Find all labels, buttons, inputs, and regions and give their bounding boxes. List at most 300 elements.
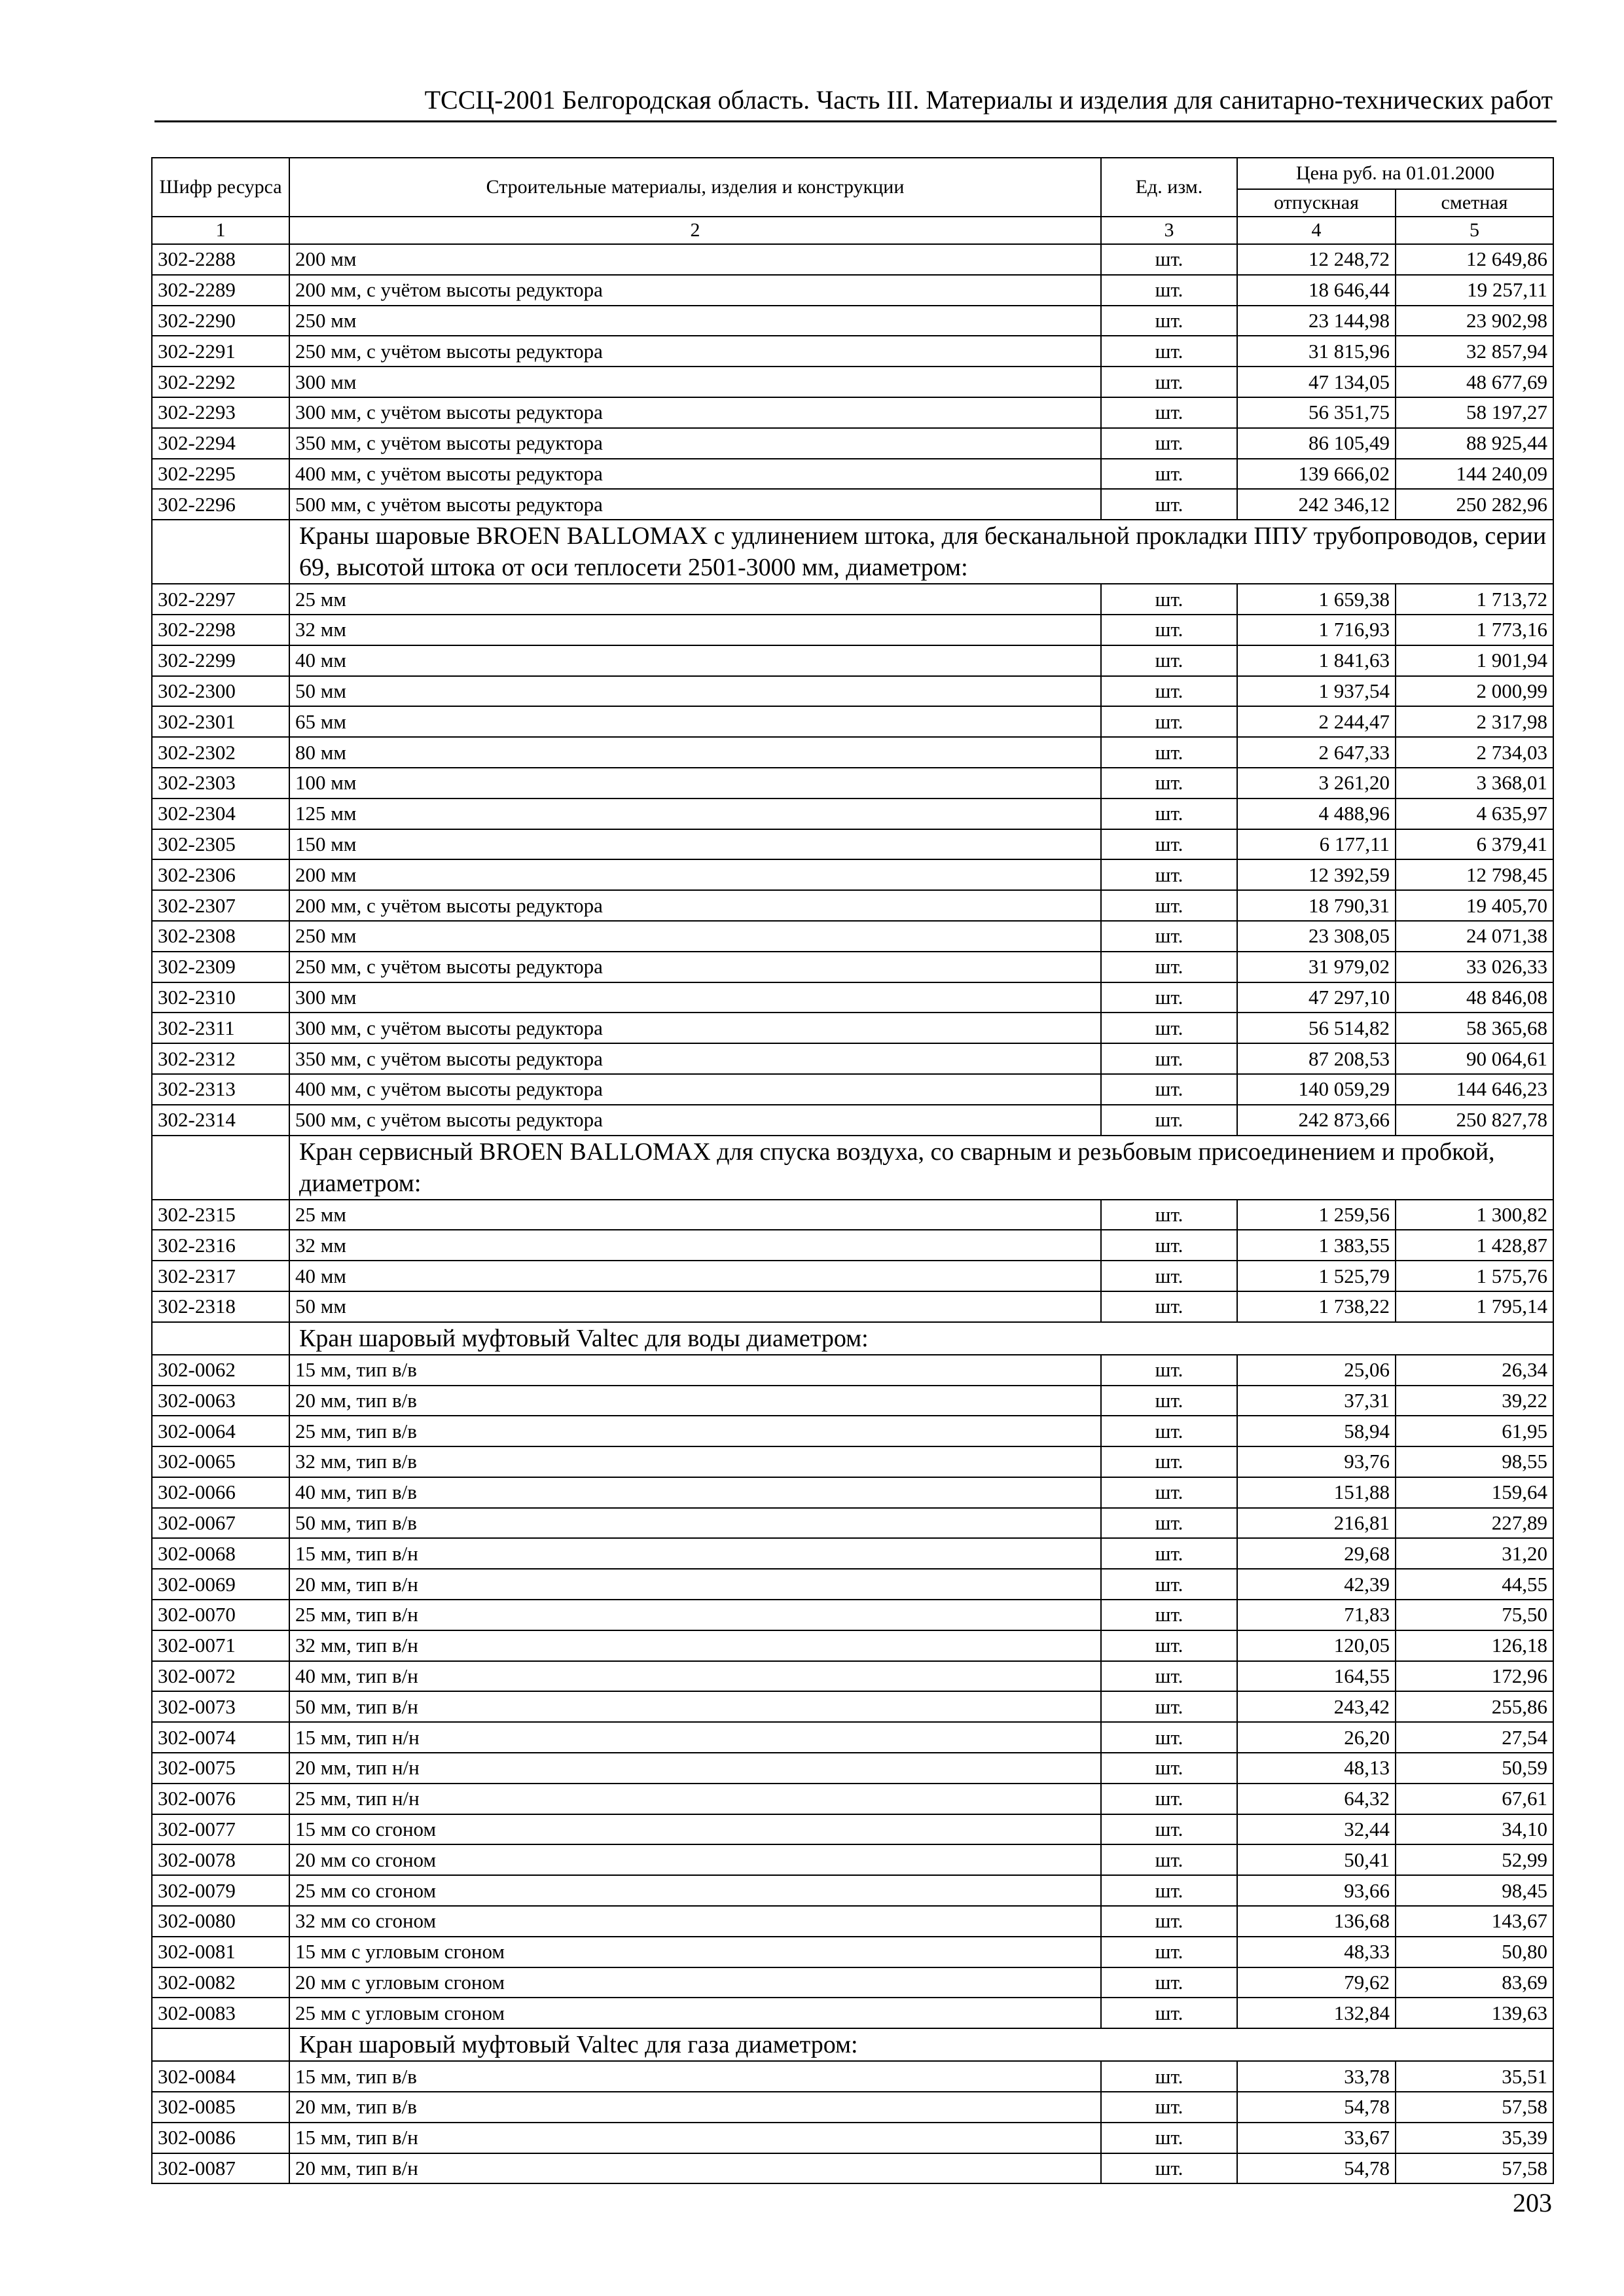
table-row [152, 859, 1553, 890]
material-name-cell: 50 мм, тип в/н [289, 1691, 1101, 1722]
material-name-cell: 150 мм [289, 829, 1101, 860]
group-header-title: Кран шаровый муфтовый Valtec для газа диаметром: [289, 2028, 1553, 2061]
resource-code-cell: 302-0087 [152, 2153, 289, 2184]
material-name-cell: 300 мм [289, 982, 1101, 1013]
estimate-price-cell: 1 713,72 [1396, 584, 1553, 615]
release-price-cell: 93,66 [1237, 1875, 1396, 1906]
resource-code-cell: 302-0068 [152, 1538, 289, 1569]
estimate-price-cell: 6 379,41 [1396, 829, 1553, 860]
estimate-price-cell: 2 734,03 [1396, 737, 1553, 768]
group-header-row [152, 2028, 1553, 2061]
group-header-title: Кран шаровый муфтовый Valtec для воды диаметром: [289, 1322, 1553, 1355]
resource-code-cell: 302-0069 [152, 1569, 289, 1600]
table-row [152, 367, 1553, 397]
unit-cell: шт. [1101, 1937, 1237, 1967]
material-name-cell: 20 мм со сгоном [289, 1844, 1101, 1875]
release-price-cell: 50,41 [1237, 1844, 1396, 1875]
unit-cell: шт. [1101, 1722, 1237, 1753]
table-row [152, 1200, 1553, 1230]
material-name-cell: 400 мм, с учётом высоты редуктора [289, 1074, 1101, 1105]
unit-cell: шт. [1101, 1998, 1237, 2028]
material-name-cell: 300 мм, с учётом высоты редуктора [289, 397, 1101, 428]
resource-code-cell: 302-2305 [152, 829, 289, 860]
estimate-price-cell: 57,58 [1396, 2092, 1553, 2123]
resource-code-cell: 302-2315 [152, 1200, 289, 1230]
estimate-price-cell: 12 649,86 [1396, 244, 1553, 275]
estimate-price-cell: 27,54 [1396, 1722, 1553, 1753]
estimate-price-cell: 52,99 [1396, 1844, 1553, 1875]
resource-code-cell: 302-0083 [152, 1998, 289, 2028]
table-row [152, 1261, 1553, 1291]
unit-cell: шт. [1101, 1416, 1237, 1446]
release-price-cell: 37,31 [1237, 1386, 1396, 1416]
table-row [152, 890, 1553, 921]
table-row [152, 1013, 1553, 1043]
estimate-price-cell: 1 575,76 [1396, 1261, 1553, 1291]
estimate-price-cell: 57,58 [1396, 2153, 1553, 2184]
material-name-cell: 15 мм, тип в/в [289, 2061, 1101, 2092]
unit-cell: шт. [1101, 982, 1237, 1013]
release-price-cell: 48,33 [1237, 1937, 1396, 1967]
material-name-cell: 250 мм [289, 921, 1101, 952]
col-header-price: Цена руб. на 01.01.2000 [1237, 158, 1553, 189]
release-price-cell: 243,42 [1237, 1691, 1396, 1722]
resource-code-cell: 302-2289 [152, 275, 289, 306]
material-name-cell: 20 мм, тип н/н [289, 1753, 1101, 1784]
release-price-cell: 1 841,63 [1237, 645, 1396, 676]
release-price-cell: 242 873,66 [1237, 1105, 1396, 1136]
unit-cell: шт. [1101, 1875, 1237, 1906]
resource-code-cell: 302-0062 [152, 1355, 289, 1386]
unit-cell: шт. [1101, 1691, 1237, 1722]
release-price-cell: 26,20 [1237, 1722, 1396, 1753]
resource-code-cell: 302-2297 [152, 584, 289, 615]
estimate-price-cell: 250 282,96 [1396, 489, 1553, 520]
release-price-cell: 1 525,79 [1237, 1261, 1396, 1291]
unit-cell: шт. [1101, 768, 1237, 798]
unit-cell: шт. [1101, 921, 1237, 952]
estimate-price-cell: 2 000,99 [1396, 676, 1553, 707]
estimate-price-cell: 33 026,33 [1396, 952, 1553, 982]
material-name-cell: 20 мм, тип в/н [289, 1569, 1101, 1600]
estimate-price-cell: 50,59 [1396, 1753, 1553, 1784]
estimate-price-cell: 50,80 [1396, 1937, 1553, 1967]
col-number-5: 5 [1396, 217, 1553, 244]
unit-cell: шт. [1101, 397, 1237, 428]
unit-cell: шт. [1101, 244, 1237, 275]
unit-cell: шт. [1101, 1844, 1237, 1875]
table-row [152, 1753, 1553, 1784]
group-header-code-cell [152, 520, 289, 584]
group-header-code-cell [152, 2028, 289, 2061]
release-price-cell: 2 244,47 [1237, 706, 1396, 737]
unit-cell: шт. [1101, 1600, 1237, 1630]
material-name-cell: 20 мм, тип в/в [289, 1386, 1101, 1416]
material-name-cell: 15 мм со сгоном [289, 1814, 1101, 1845]
material-name-cell: 20 мм, тип в/в [289, 2092, 1101, 2123]
estimate-price-cell: 255,86 [1396, 1691, 1553, 1722]
group-header-title: Краны шаровые BROEN BALLOMAX с удлинением штока, для бесканальной прокладки ППУ трубопроводов, серии 69, высотой штока от оси теплосети 2501-3000 мм, диаметром: [289, 520, 1553, 584]
resource-code-cell: 302-0081 [152, 1937, 289, 1967]
unit-cell: шт. [1101, 890, 1237, 921]
table-row [152, 1600, 1553, 1630]
material-name-cell: 15 мм, тип в/н [289, 1538, 1101, 1569]
release-price-cell: 25,06 [1237, 1355, 1396, 1386]
table-row [152, 798, 1553, 829]
unit-cell: шт. [1101, 275, 1237, 306]
material-name-cell: 25 мм, тип н/н [289, 1784, 1101, 1814]
material-name-cell: 300 мм [289, 367, 1101, 397]
release-price-cell: 47 297,10 [1237, 982, 1396, 1013]
release-price-cell: 1 716,93 [1237, 615, 1396, 645]
estimate-price-cell: 90 064,61 [1396, 1043, 1553, 1074]
release-price-cell: 151,88 [1237, 1477, 1396, 1508]
resource-code-cell: 302-2307 [152, 890, 289, 921]
release-price-cell: 56 351,75 [1237, 397, 1396, 428]
page-number: 203 [1513, 2188, 1552, 2217]
unit-cell: шт. [1101, 1906, 1237, 1937]
resource-code-cell: 302-2288 [152, 244, 289, 275]
release-price-cell: 140 059,29 [1237, 1074, 1396, 1105]
col-header-unit: Ед. изм. [1101, 158, 1237, 217]
table-row [152, 1998, 1553, 2028]
group-header-title: Кран сервисный BROEN BALLOMAX для спуска воздуха, со сварным и резьбовым присоединением и пробкой, диаметром: [289, 1136, 1553, 1200]
estimate-price-cell: 75,50 [1396, 1600, 1553, 1630]
unit-cell: шт. [1101, 829, 1237, 860]
table-row [152, 584, 1553, 615]
unit-cell: шт. [1101, 1355, 1237, 1386]
release-price-cell: 54,78 [1237, 2153, 1396, 2184]
material-name-cell: 15 мм, тип в/в [289, 1355, 1101, 1386]
table-row [152, 244, 1553, 275]
resource-code-cell: 302-2295 [152, 459, 289, 490]
material-name-cell: 300 мм, с учётом высоты редуктора [289, 1013, 1101, 1043]
table-row [152, 1691, 1553, 1722]
table-row [152, 1937, 1553, 1967]
resource-code-cell: 302-0086 [152, 2123, 289, 2153]
material-name-cell: 50 мм [289, 1291, 1101, 1322]
estimate-price-cell: 1 901,94 [1396, 645, 1553, 676]
resource-code-cell: 302-2308 [152, 921, 289, 952]
release-price-cell: 139 666,02 [1237, 459, 1396, 490]
material-name-cell: 40 мм [289, 1261, 1101, 1291]
resource-code-cell: 302-0085 [152, 2092, 289, 2123]
estimate-price-cell: 172,96 [1396, 1661, 1553, 1692]
unit-cell: шт. [1101, 1814, 1237, 1845]
material-name-cell: 200 мм [289, 859, 1101, 890]
unit-cell: шт. [1101, 2092, 1237, 2123]
table-header [152, 158, 1553, 244]
material-name-cell: 250 мм [289, 306, 1101, 336]
unit-cell: шт. [1101, 952, 1237, 982]
material-name-cell: 32 мм [289, 1230, 1101, 1261]
estimate-price-cell: 139,63 [1396, 1998, 1553, 2028]
group-header-code-cell [152, 1322, 289, 1355]
estimate-price-cell: 1 795,14 [1396, 1291, 1553, 1322]
release-price-cell: 120,05 [1237, 1630, 1396, 1661]
resource-code-cell: 302-0073 [152, 1691, 289, 1722]
unit-cell: шт. [1101, 306, 1237, 336]
unit-cell: шт. [1101, 1630, 1237, 1661]
release-price-cell: 64,32 [1237, 1784, 1396, 1814]
material-name-cell: 200 мм [289, 244, 1101, 275]
resource-code-cell: 302-0077 [152, 1814, 289, 1845]
table-row [152, 1477, 1553, 1508]
col-header-name: Строительные материалы, изделия и конструкции [289, 158, 1101, 217]
material-name-cell: 25 мм [289, 1200, 1101, 1230]
table-row [152, 428, 1553, 459]
estimate-price-cell: 227,89 [1396, 1508, 1553, 1539]
material-name-cell: 32 мм, тип в/в [289, 1446, 1101, 1477]
group-header-row [152, 520, 1553, 584]
table-row [152, 921, 1553, 952]
col-number-3: 3 [1101, 217, 1237, 244]
resource-code-cell: 302-0076 [152, 1784, 289, 1814]
material-name-cell: 200 мм, с учётом высоты редуктора [289, 275, 1101, 306]
table-row [152, 2153, 1553, 2184]
estimate-price-cell: 98,45 [1396, 1875, 1553, 1906]
unit-cell: шт. [1101, 2061, 1237, 2092]
unit-cell: шт. [1101, 489, 1237, 520]
estimate-price-cell: 44,55 [1396, 1569, 1553, 1600]
resource-code-cell: 302-2302 [152, 737, 289, 768]
release-price-cell: 1 383,55 [1237, 1230, 1396, 1261]
table-row [152, 1508, 1553, 1539]
unit-cell: шт. [1101, 1261, 1237, 1291]
table-row [152, 737, 1553, 768]
table-row [152, 1814, 1553, 1845]
table-row [152, 706, 1553, 737]
table-row [152, 676, 1553, 707]
material-name-cell: 50 мм [289, 676, 1101, 707]
unit-cell: шт. [1101, 1446, 1237, 1477]
material-name-cell: 25 мм, тип в/в [289, 1416, 1101, 1446]
unit-cell: шт. [1101, 1074, 1237, 1105]
release-price-cell: 216,81 [1237, 1508, 1396, 1539]
material-name-cell: 500 мм, с учётом высоты редуктора [289, 489, 1101, 520]
material-name-cell: 20 мм, тип в/н [289, 2153, 1101, 2184]
estimate-price-cell: 159,64 [1396, 1477, 1553, 1508]
material-name-cell: 50 мм, тип в/в [289, 1508, 1101, 1539]
table-row [152, 952, 1553, 982]
table-row [152, 1538, 1553, 1569]
resource-code-cell: 302-0063 [152, 1386, 289, 1416]
unit-cell: шт. [1101, 645, 1237, 676]
group-header-row [152, 1322, 1553, 1355]
table-row [152, 982, 1553, 1013]
table-row [152, 1875, 1553, 1906]
unit-cell: шт. [1101, 798, 1237, 829]
unit-cell: шт. [1101, 1661, 1237, 1692]
resource-code-cell: 302-2312 [152, 1043, 289, 1074]
resource-code-cell: 302-0074 [152, 1722, 289, 1753]
group-header-row [152, 1136, 1553, 1200]
material-name-cell: 20 мм с угловым сгоном [289, 1967, 1101, 1998]
unit-cell: шт. [1101, 737, 1237, 768]
release-price-cell: 33,67 [1237, 2123, 1396, 2153]
resource-code-cell: 302-2303 [152, 768, 289, 798]
table-body [152, 244, 1553, 2183]
resource-code-cell: 302-2290 [152, 306, 289, 336]
material-name-cell: 15 мм, тип в/н [289, 2123, 1101, 2153]
release-price-cell: 93,76 [1237, 1446, 1396, 1477]
unit-cell: шт. [1101, 1105, 1237, 1136]
release-price-cell: 23 308,05 [1237, 921, 1396, 952]
estimate-price-cell: 144 240,09 [1396, 459, 1553, 490]
material-name-cell: 250 мм, с учётом высоты редуктора [289, 952, 1101, 982]
unit-cell: шт. [1101, 1569, 1237, 1600]
material-name-cell: 400 мм, с учётом высоты редуктора [289, 459, 1101, 490]
table-row [152, 459, 1553, 490]
col-header-estimate-price: сметная [1396, 189, 1553, 217]
material-name-cell: 15 мм с угловым сгоном [289, 1937, 1101, 1967]
release-price-cell: 87 208,53 [1237, 1043, 1396, 1074]
table-row [152, 1661, 1553, 1692]
release-price-cell: 3 261,20 [1237, 768, 1396, 798]
col-number-2: 2 [289, 217, 1101, 244]
resource-code-cell: 302-0072 [152, 1661, 289, 1692]
unit-cell: шт. [1101, 1291, 1237, 1322]
release-price-cell: 56 514,82 [1237, 1013, 1396, 1043]
resource-code-cell: 302-2311 [152, 1013, 289, 1043]
estimate-price-cell: 58 197,27 [1396, 397, 1553, 428]
release-price-cell: 48,13 [1237, 1753, 1396, 1784]
estimate-price-cell: 144 646,23 [1396, 1074, 1553, 1105]
release-price-cell: 2 647,33 [1237, 737, 1396, 768]
table-row [152, 1230, 1553, 1261]
release-price-cell: 4 488,96 [1237, 798, 1396, 829]
material-name-cell: 350 мм, с учётом высоты редуктора [289, 428, 1101, 459]
table-row [152, 1784, 1553, 1814]
resource-code-cell: 302-2293 [152, 397, 289, 428]
group-header-code-cell [152, 1136, 289, 1200]
unit-cell: шт. [1101, 706, 1237, 737]
resource-code-cell: 302-2300 [152, 676, 289, 707]
unit-cell: шт. [1101, 459, 1237, 490]
resource-code-cell: 302-2298 [152, 615, 289, 645]
resource-code-cell: 302-2301 [152, 706, 289, 737]
table-row [152, 1105, 1553, 1136]
price-table [151, 157, 1554, 2184]
resource-code-cell: 302-0065 [152, 1446, 289, 1477]
estimate-price-cell: 24 071,38 [1396, 921, 1553, 952]
table-row [152, 489, 1553, 520]
release-price-cell: 6 177,11 [1237, 829, 1396, 860]
resource-code-cell: 302-2306 [152, 859, 289, 890]
estimate-price-cell: 3 368,01 [1396, 768, 1553, 798]
estimate-price-cell: 34,10 [1396, 1814, 1553, 1845]
resource-code-cell: 302-0067 [152, 1508, 289, 1539]
table-row [152, 1074, 1553, 1105]
page-header [154, 84, 1557, 122]
unit-cell: шт. [1101, 1753, 1237, 1784]
resource-code-cell: 302-0064 [152, 1416, 289, 1446]
table-row [152, 1906, 1553, 1937]
unit-cell: шт. [1101, 2123, 1237, 2153]
estimate-price-cell: 32 857,94 [1396, 336, 1553, 367]
resource-code-cell: 302-2317 [152, 1261, 289, 1291]
unit-cell: шт. [1101, 2153, 1237, 2184]
material-name-cell: 500 мм, с учётом высоты редуктора [289, 1105, 1101, 1136]
col-number-4: 4 [1237, 217, 1396, 244]
table-row [152, 1630, 1553, 1661]
table-row [152, 645, 1553, 676]
unit-cell: шт. [1101, 584, 1237, 615]
material-name-cell: 25 мм, тип в/н [289, 1600, 1101, 1630]
release-price-cell: 242 346,12 [1237, 489, 1396, 520]
material-name-cell: 80 мм [289, 737, 1101, 768]
table-row [152, 1722, 1553, 1753]
estimate-price-cell: 35,51 [1396, 2061, 1553, 2092]
resource-code-cell: 302-0066 [152, 1477, 289, 1508]
table-row [152, 336, 1553, 367]
resource-code-cell: 302-2294 [152, 428, 289, 459]
resource-code-cell: 302-2291 [152, 336, 289, 367]
material-name-cell: 15 мм, тип н/н [289, 1722, 1101, 1753]
material-name-cell: 125 мм [289, 798, 1101, 829]
table-row [152, 1386, 1553, 1416]
resource-code-cell: 302-2296 [152, 489, 289, 520]
material-name-cell: 32 мм, тип в/н [289, 1630, 1101, 1661]
table-row [152, 1043, 1553, 1074]
resource-code-cell: 302-0075 [152, 1753, 289, 1784]
unit-cell: шт. [1101, 428, 1237, 459]
col-header-code: Шифр ресурса [152, 158, 289, 217]
table-row [152, 1416, 1553, 1446]
material-name-cell: 25 мм [289, 584, 1101, 615]
col-number-1: 1 [152, 217, 289, 244]
unit-cell: шт. [1101, 1967, 1237, 1998]
release-price-cell: 33,78 [1237, 2061, 1396, 2092]
material-name-cell: 32 мм со сгоном [289, 1906, 1101, 1937]
table-row [152, 397, 1553, 428]
release-price-cell: 86 105,49 [1237, 428, 1396, 459]
estimate-price-cell: 88 925,44 [1396, 428, 1553, 459]
unit-cell: шт. [1101, 1538, 1237, 1569]
release-price-cell: 1 738,22 [1237, 1291, 1396, 1322]
unit-cell: шт. [1101, 1386, 1237, 1416]
material-name-cell: 250 мм, с учётом высоты редуктора [289, 336, 1101, 367]
estimate-price-cell: 250 827,78 [1396, 1105, 1553, 1136]
release-price-cell: 1 259,56 [1237, 1200, 1396, 1230]
estimate-price-cell: 31,20 [1396, 1538, 1553, 1569]
estimate-price-cell: 58 365,68 [1396, 1013, 1553, 1043]
estimate-price-cell: 67,61 [1396, 1784, 1553, 1814]
release-price-cell: 1 937,54 [1237, 676, 1396, 707]
table-row [152, 1291, 1553, 1322]
estimate-price-cell: 61,95 [1396, 1416, 1553, 1446]
release-price-cell: 31 815,96 [1237, 336, 1396, 367]
resource-code-cell: 302-2292 [152, 367, 289, 397]
release-price-cell: 32,44 [1237, 1814, 1396, 1845]
table-row [152, 1446, 1553, 1477]
resource-code-cell: 302-2313 [152, 1074, 289, 1105]
material-name-cell: 40 мм, тип в/н [289, 1661, 1101, 1692]
unit-cell: шт. [1101, 1043, 1237, 1074]
material-name-cell: 32 мм [289, 615, 1101, 645]
unit-cell: шт. [1101, 367, 1237, 397]
resource-code-cell: 302-0082 [152, 1967, 289, 1998]
resource-code-cell: 302-0080 [152, 1906, 289, 1937]
resource-code-cell: 302-0071 [152, 1630, 289, 1661]
material-name-cell: 65 мм [289, 706, 1101, 737]
unit-cell: шт. [1101, 859, 1237, 890]
resource-code-cell: 302-0070 [152, 1600, 289, 1630]
release-price-cell: 29,68 [1237, 1538, 1396, 1569]
estimate-price-cell: 1 300,82 [1396, 1200, 1553, 1230]
unit-cell: шт. [1101, 1508, 1237, 1539]
table-row [152, 306, 1553, 336]
